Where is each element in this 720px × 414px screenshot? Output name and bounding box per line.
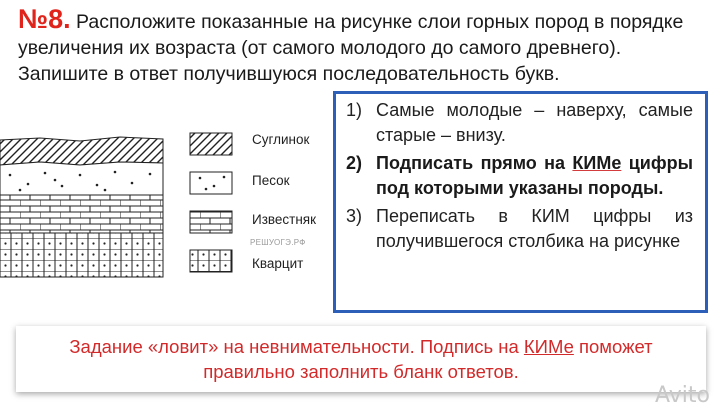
task-text: Расположите показанные на рисунке слои горных пород в порядке увеличения их возраста (от самого молодого до самого древнего). Запишите в ответ получившуюся последовательность букв.	[18, 11, 684, 85]
legend-swatch-loam	[190, 133, 232, 155]
legend-label-sand: Песок	[252, 173, 290, 188]
warning-box	[16, 326, 706, 392]
warning-line-2: правильно заполнить бланк ответов.	[203, 361, 519, 382]
warning-text-part: поможет	[573, 336, 653, 357]
warning-line-1	[16, 334, 706, 359]
hint-item-text	[376, 151, 693, 200]
quartzite-layer	[0, 233, 163, 277]
hint-kim-word: КИМе	[572, 153, 622, 173]
hint-item-text: Переписать в КИМ цифры из получившегося столбика на рисунке	[376, 206, 693, 251]
hint-item	[346, 204, 693, 253]
loam-layer	[0, 137, 163, 165]
limestone-layer	[0, 195, 163, 233]
sand-layer	[0, 162, 163, 195]
warning-text-part: Задание «ловит» на невнимательности. Подпись на	[69, 336, 524, 357]
hint-item-number: 2)	[346, 153, 363, 173]
legend-label-limestone: Известняк	[252, 212, 317, 227]
legend-label-quartzite: Кварцит	[252, 256, 304, 271]
avito-watermark-logo: Avito	[655, 383, 710, 408]
site-watermark: РЕШУОГЭ.РФ	[250, 238, 306, 247]
legend-swatch-limestone	[190, 211, 232, 233]
hint-item-number: 1)	[346, 100, 363, 120]
warning-kim-word: КИМе	[523, 336, 574, 357]
hint-item-text: Самые молодые – наверху, самые старые – внизу.	[376, 100, 693, 145]
hint-text-part: цифры под которыми указаны породы.	[376, 153, 693, 198]
hint-item	[346, 151, 693, 200]
hint-text-part: Подписать прямо на	[376, 153, 573, 173]
rock-layers-diagram	[0, 128, 330, 288]
legend-label-loam: Суглинок	[252, 132, 310, 147]
hint-item	[346, 98, 693, 147]
legend-swatch-sand	[190, 172, 232, 194]
task-statement	[18, 6, 698, 87]
hint-box	[333, 91, 708, 313]
hint-list	[346, 98, 693, 253]
legend-swatch-quartzite	[190, 250, 232, 272]
hint-item-number: 3)	[346, 206, 363, 226]
task-number: №8.	[18, 4, 71, 34]
